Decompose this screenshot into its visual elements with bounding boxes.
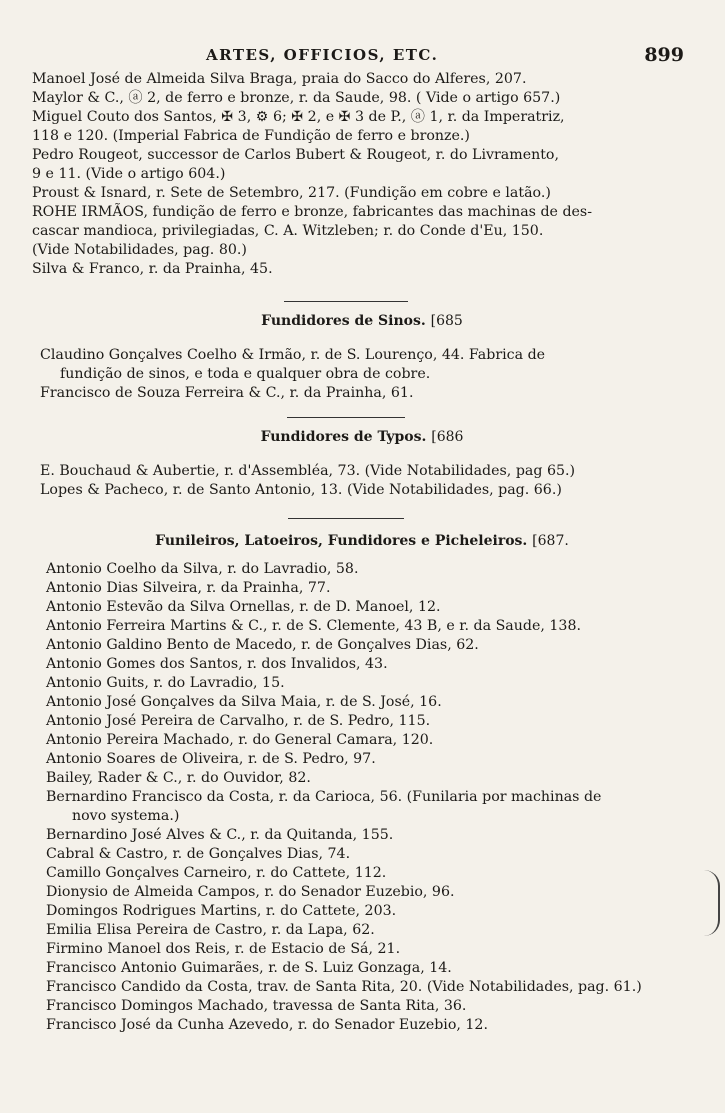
section-heading-text: Fundidores de Typos. — [260, 429, 427, 445]
page-number: 899 — [644, 44, 684, 66]
list-item-continuation: (Vide Notabilidades, pag. 80.) — [32, 242, 247, 258]
section-code: [686 — [431, 429, 464, 445]
list-item: Bailey, Rader & C., r. do Ouvidor, 82. — [46, 770, 311, 786]
list-item: Firmino Manoel dos Reis, r. de Estacio de Sá, 21. — [46, 941, 401, 957]
list-item: Antonio Galdino Bento de Macedo, r. de Gonçalves Dias, 62. — [46, 637, 479, 653]
running-head — [32, 44, 692, 68]
list-item: Bernardino José Alves & C., r. da Quitanda, 155. — [46, 827, 394, 843]
list-item: Manoel José de Almeida Silva Braga, praia do Sacco do Alferes, 207. — [32, 71, 527, 87]
list-item: Cabral & Castro, r. de Gonçalves Dias, 74. — [46, 846, 351, 862]
section-fundidores-sinos — [32, 310, 692, 403]
list-item: Dionysio de Almeida Campos, r. do Senador Euzebio, 96. — [46, 884, 455, 900]
list-item: Miguel Couto dos Santos, ✠ 3, ⚙ 6; ✠ 2, e ✠ 3 de P., ⓐ 1, r. da Imperatriz, — [32, 109, 565, 125]
list-item: Antonio José Pereira de Carvalho, r. de S. Pedro, 115. — [46, 713, 431, 729]
section-heading-text: Funileiros, Latoeiros, Fundidores e Picheleiros. — [155, 533, 528, 549]
running-head-title: ARTES, OFFICIOS, ETC. — [206, 46, 439, 64]
section-divider — [288, 518, 404, 519]
list-item: Pedro Rougeot, successor de Carlos Bubert & Rougeot, r. do Livramento, — [32, 147, 559, 163]
list-item: Antonio Pereira Machado, r. do General Camara, 120. — [46, 732, 434, 748]
list-item: Lopes & Pacheco, r. de Santo Antonio, 13. (Vide Notabilidades, pag. 66.) — [40, 482, 562, 498]
directory-page — [32, 0, 692, 1113]
section-code: [685 — [430, 313, 463, 329]
section-funileiros — [32, 530, 692, 1035]
section-heading — [32, 310, 692, 332]
list-item: Proust & Isnard, r. Sete de Setembro, 217. (Fundição em cobre e latão.) — [32, 185, 551, 201]
list-item: Emilia Elisa Pereira de Castro, r. da Lapa, 62. — [46, 922, 375, 938]
list-item: Claudino Gonçalves Coelho & Irmão, r. de S. Lourenço, 44. Fabrica de — [40, 347, 546, 363]
list-item-continuation: cascar mandioca, privilegiadas, C. A. Witzleben; r. do Conde d'Eu, 150. — [32, 223, 544, 239]
list-item: Silva & Franco, r. da Prainha, 45. — [32, 261, 273, 277]
list-item-continuation: 118 e 120. (Imperial Fabrica de Fundição de ferro e bronze.) — [32, 128, 470, 144]
section-continued — [32, 70, 692, 279]
list-item: Antonio Soares de Oliveira, r. de S. Pedro, 97. — [46, 751, 376, 767]
section-code: [687. — [532, 533, 569, 549]
margin-mark — [704, 870, 720, 936]
section-fundidores-typos — [32, 426, 692, 500]
list-item: Bernardino Francisco da Costa, r. da Carioca, 56. (Funilaria por machinas de — [46, 789, 602, 805]
list-item: Francisco José da Cunha Azevedo, r. do Senador Euzebio, 12. — [46, 1017, 488, 1033]
list-item: Antonio Estevão da Silva Ornellas, r. de D. Manoel, 12. — [46, 599, 441, 615]
list-item: E. Bouchaud & Aubertie, r. d'Assembléa, 73. (Vide Notabilidades, pag 65.) — [40, 463, 576, 479]
list-item: Domingos Rodrigues Martins, r. do Cattete, 203. — [46, 903, 397, 919]
section-heading-text: Fundidores de Sinos. — [261, 313, 426, 329]
list-item: Francisco Antonio Guimarães, r. de S. Luiz Gonzaga, 14. — [46, 960, 452, 976]
section-heading — [32, 530, 692, 552]
section-divider — [284, 301, 408, 302]
list-item: Francisco Candido da Costa, trav. de Santa Rita, 20. (Vide Notabilidades, pag. 61.) — [46, 979, 642, 995]
section-heading — [32, 426, 692, 448]
list-item: Maylor & C., ⓐ 2, de ferro e bronze, r. da Saude, 98. ( Vide o artigo 657.) — [32, 90, 561, 106]
list-item-continuation: novo systema.) — [72, 808, 180, 824]
list-item: ROHE IRMÃOS, fundição de ferro e bronze, fabricantes das machinas de des- — [32, 204, 592, 220]
list-item: Antonio José Gonçalves da Silva Maia, r. de S. José, 16. — [46, 694, 442, 710]
list-item: Antonio Guits, r. do Lavradio, 15. — [46, 675, 285, 691]
list-item: Francisco de Souza Ferreira & C., r. da Prainha, 61. — [40, 385, 414, 401]
list-item: Francisco Domingos Machado, travessa de Santa Rita, 36. — [46, 998, 467, 1014]
list-item: Antonio Ferreira Martins & C., r. de S. Clemente, 43 B, e r. da Saude, 138. — [46, 618, 581, 634]
section-divider — [287, 417, 405, 418]
list-item: Antonio Coelho da Silva, r. do Lavradio, 58. — [46, 561, 359, 577]
list-item-continuation: 9 e 11. (Vide o artigo 604.) — [32, 166, 226, 182]
list-item: Camillo Gonçalves Carneiro, r. do Cattete, 112. — [46, 865, 387, 881]
list-item-continuation: fundição de sinos, e toda e qualquer obra de cobre. — [60, 366, 431, 382]
list-item: Antonio Dias Silveira, r. da Prainha, 77. — [46, 580, 331, 596]
list-item: Antonio Gomes dos Santos, r. dos Invalidos, 43. — [46, 656, 388, 672]
